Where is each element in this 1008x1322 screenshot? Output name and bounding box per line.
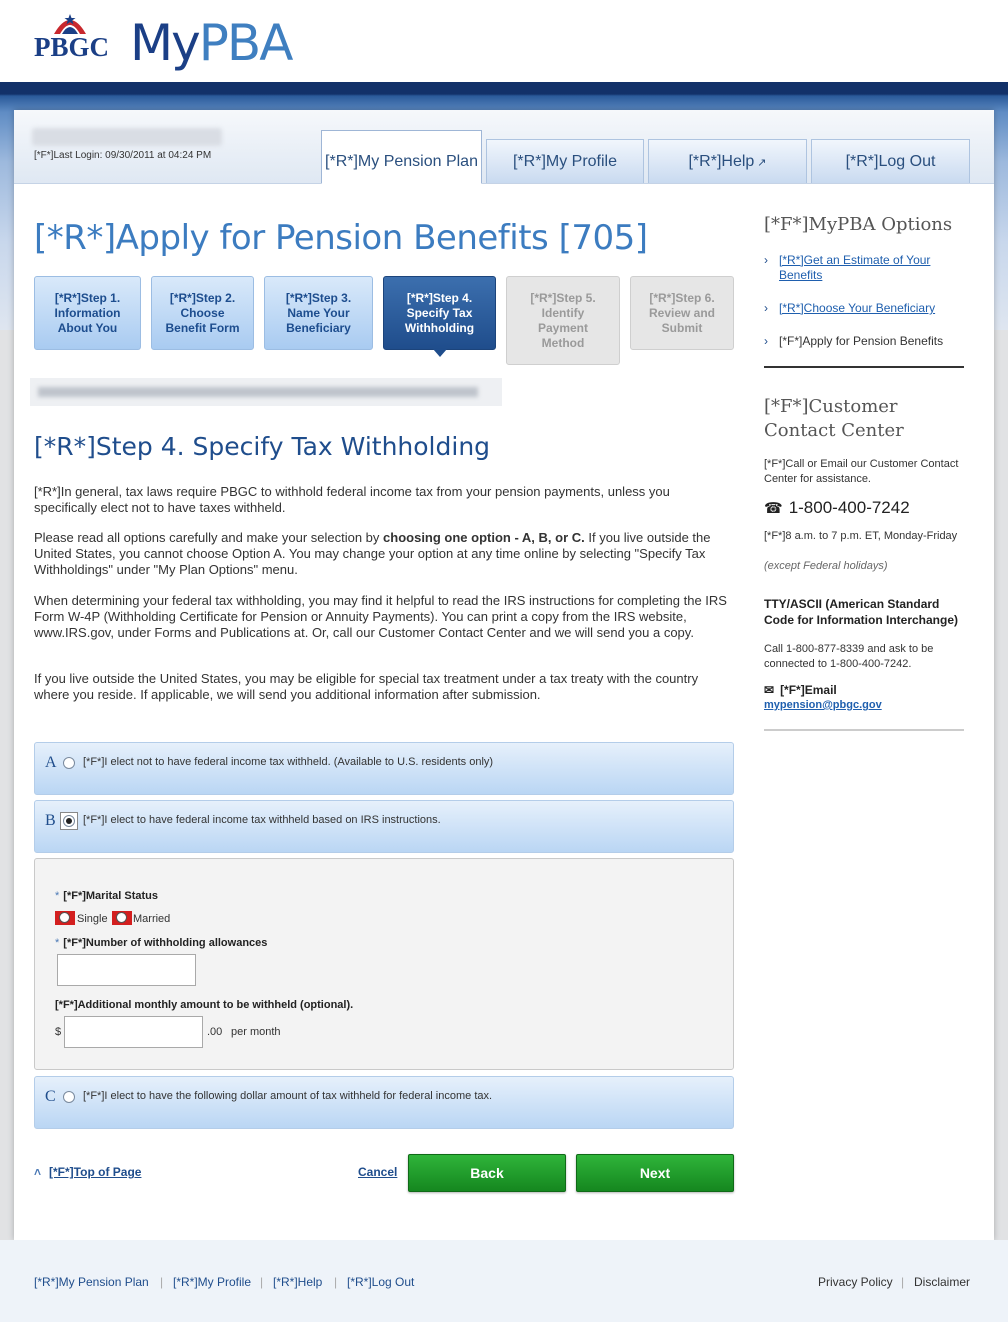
option-a-label: [*F*]I elect not to have federal income tax withheld. (Available to U.S. residents only) [83,756,494,768]
single-label: Single [77,913,108,925]
step-line: Payment [537,321,589,335]
footer-separator: | [901,1275,905,1289]
contact-intro: [*F*]Call or Email our Customer Contact Center for assistance. [764,458,959,485]
footer-separator: | [260,1275,264,1289]
marital-status-text: [*F*]Marital Status [63,890,159,902]
step-line: [*R*]Step 3. [285,291,352,305]
chevron-right-icon: › [764,301,768,315]
tab-label: [*R*]Help [688,153,755,170]
step-line: Beneficiary [286,321,351,335]
single-radio[interactable] [55,911,75,925]
option-b-radio[interactable] [63,815,75,827]
instructions-paragraph [34,530,734,578]
allowances-text: [*F*]Number of withholding allowances [63,937,268,949]
step-5-identify-payment-method [506,276,620,365]
footer-separator: | [160,1275,164,1289]
sidebar-item-label: [*F*]Apply for Pension Benefits [779,334,944,348]
sidebar-item-label[interactable]: [*R*]Get an Estimate of Your Benefits [779,253,931,282]
contact-title-line: Contact Center [764,420,904,441]
pbgc-logo-mark-icon [52,12,88,34]
marital-status-label [55,890,158,902]
step-line: [*R*]Step 4. [406,291,473,305]
user-name-redacted [32,128,222,146]
footer-link-privacy-policy[interactable]: Privacy Policy [818,1275,893,1289]
step-3-name-your-beneficiary[interactable] [264,276,373,350]
step-4-specify-tax-withholding[interactable] [383,276,496,350]
phone-text: 1-800-400-7242 [788,498,910,517]
top-header [0,0,1008,82]
option-a-radio[interactable] [63,757,75,769]
chevron-right-icon: › [764,334,768,348]
step-line: Information [54,306,121,320]
logo-mypba-text [130,14,291,72]
irs-paragraph: When determining your federal tax withholding, you may find it helpful to read the IRS instructions for completing the IRS Form W-4P (Withholding Certificate for Pension or Annuity Payments). You can print a copy from the IRS website, www.IRS.gov, under Forms and Publications at. Or, call our Customer Contact Center and we will send you a copy. [34,593,727,640]
mypba-options-title: [*F*]MyPBA Options [764,214,953,235]
option-b[interactable] [34,800,734,853]
top-of-page-link[interactable] [34,1165,141,1179]
option-b-radio-focus [60,812,78,830]
option-c-label: [*F*]I elect to have the following dollar amount of tax withheld for federal income tax. [83,1090,493,1102]
footer-separator: | [334,1275,338,1289]
allowances-label [55,937,267,949]
step-2-choose-benefit-form[interactable] [151,276,254,350]
option-letter: C [45,1088,56,1105]
chevron-up-icon: ˄ [34,1165,42,1179]
page-title: [*R*]Apply for Pension Benefits [705] [34,218,648,258]
footer-link-my-pension-plan[interactable]: [*R*]My Pension Plan [34,1275,149,1289]
additional-amount-label: [*F*]Additional monthly amount to be withheld (optional). [55,999,354,1011]
tab-help[interactable] [648,139,807,183]
step-line: Submit [661,321,703,335]
tab-label: [*R*]Log Out [845,153,936,170]
footer-link-log-out[interactable]: [*R*]Log Out [347,1275,415,1289]
required-mark: * [55,937,60,949]
last-login: [*F*]Last Login: 09/30/2011 at 04:24 PM [34,150,212,161]
plan-name-redacted [30,378,502,406]
phone-icon: ☎ [764,500,783,517]
step-line: About You [57,321,118,335]
tab-my-pension-plan[interactable] [321,130,482,184]
holidays-note: (except Federal holidays) [764,560,888,572]
cents-label: .00 [207,1026,223,1038]
step-line: Choose [180,306,225,320]
tab-label: [*R*]My Profile [512,153,618,170]
sidebar-item-label[interactable]: [*R*]Choose Your Beneficiary [779,301,936,315]
contact-title-line: [*F*]Customer [764,396,898,417]
sidebar-divider [764,729,964,731]
instructions-emphasis: choosing one option - A, B, or C. [383,530,585,545]
email-heading [764,683,837,697]
footer-link-disclaimer[interactable]: Disclaimer [914,1275,971,1289]
tab-log-out[interactable] [811,139,970,183]
tty-instructions: Call 1-800-877-8339 and ask to be connected to 1-800-400-7242. [764,643,934,670]
allowances-input[interactable] [57,954,196,986]
step-6-review-and-submit [630,276,734,350]
footer-link-help[interactable]: [*R*]Help [273,1275,323,1289]
treaty-paragraph: If you live outside the United States, you may be eligible for special tax treatment under a tax treaty with the country where you reside. If applicable, we will send you additional information after submission. [34,671,699,702]
step-1-information-about-you[interactable] [34,276,141,350]
option-c-radio[interactable] [63,1091,75,1103]
next-button[interactable]: Next [576,1154,734,1192]
per-month-label: per month [231,1026,281,1038]
contact-hours: [*F*]8 a.m. to 7 p.m. ET, Monday-Friday [764,530,958,542]
external-link-icon: ↗ [757,157,767,169]
chevron-right-icon: › [764,253,768,267]
option-letter: B [45,812,56,829]
step-line: Identify [541,306,585,320]
tty-title: TTY/ASCII (American Standard Code for Information Interchange) [764,597,959,627]
option-b-label: [*F*]I elect to have federal income tax withheld based on IRS instructions. [83,814,441,826]
phone-number [764,498,910,518]
step-line: [*R*]Step 1. [54,291,121,305]
tab-my-profile[interactable] [486,139,644,183]
step-line: [*R*]Step 2. [169,291,236,305]
email-label: [*F*]Email [780,683,837,697]
section-title: [*R*]Step 4. Specify Tax Withholding [34,432,491,461]
logo-my: My [130,14,199,72]
step-line: Review and [648,306,716,320]
cancel-link[interactable]: Cancel [358,1165,398,1179]
step-line: Benefit Form [165,321,240,335]
card-tab-bar [14,110,994,184]
additional-amount-input[interactable] [64,1016,203,1048]
logo-pba: PBA [198,14,292,72]
email-link[interactable]: mypension@pbgc.gov [764,699,882,711]
option-c[interactable] [34,1076,734,1129]
currency-symbol: $ [55,1026,62,1038]
married-label: Married [133,913,171,925]
option-letter: A [45,754,57,771]
step-line: Withholding [404,321,475,335]
required-mark: * [55,890,60,902]
step-line: [*R*]Step 5. [530,291,596,305]
intro-paragraph: [*R*]In general, tax laws require PBGC to withhold federal income tax from your pension payments, unless you specifically elect not to have taxes withheld. [34,484,670,515]
married-radio[interactable] [112,911,132,925]
logo-pbgc-text: PBGC [34,32,110,62]
step-line: Method [541,336,585,350]
step-line: [*R*]Step 6. [649,291,715,305]
contact-center-title [764,395,904,443]
footer-link-my-profile[interactable]: [*R*]My Profile [173,1275,252,1289]
instructions-text: If you live outside the United States, you cannot choose Option A. You may change your option at any time online by selecting "Specify Tax Withholdings" under "My Plan Options" menu. [34,530,711,577]
option-b-details [34,858,734,1070]
tab-label: [*R*]My Pension Plan [325,153,478,170]
instructions-text: Please read all options carefully and make your selection by [34,530,384,545]
step-line: Name Your [287,306,350,320]
back-button[interactable]: Back [408,1154,566,1192]
envelope-icon: ✉ [764,683,775,697]
sidebar-divider [764,366,964,368]
option-a[interactable] [34,742,734,795]
step-line: Specify Tax [406,306,473,320]
top-of-page-text: [*F*]Top of Page [49,1165,142,1179]
